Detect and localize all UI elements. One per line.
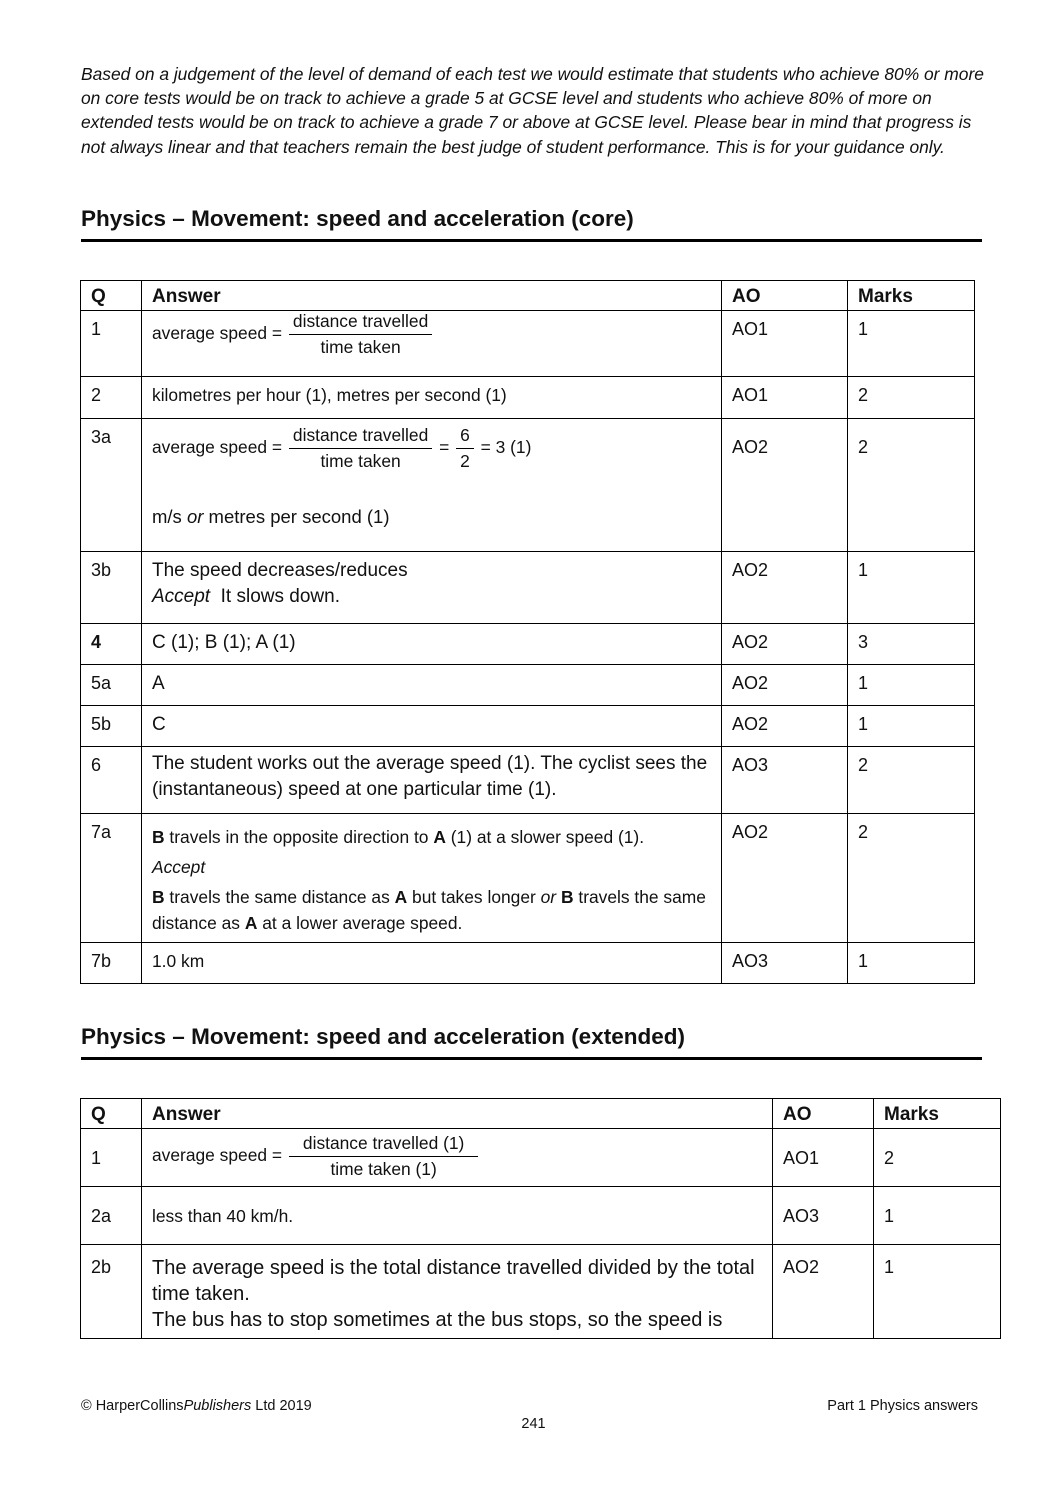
- answer-text: (1) at a slower speed (1).: [450, 827, 645, 847]
- answer-cell: kilometres per hour (1), metres per second (1): [142, 377, 722, 419]
- q-number: 7b: [81, 943, 142, 984]
- accept-label: Accept: [152, 586, 211, 607]
- table-row: [81, 311, 975, 377]
- ao-cell: AO2: [773, 1245, 874, 1339]
- table-row: [81, 747, 975, 814]
- q-number: 3a: [81, 419, 142, 552]
- q-number: 1: [81, 311, 142, 377]
- fraction-denominator: time taken: [320, 337, 401, 357]
- marks-cell: 1: [848, 706, 975, 747]
- extended-section-title: Physics – Movement: speed and acceleration (extended): [81, 1023, 982, 1060]
- answer-line: The average speed is the total distance travelled divided by the total time taken.: [152, 1257, 755, 1305]
- answer-line: The bus has to stop sometimes at the bus stops, so the speed is: [152, 1309, 723, 1331]
- table-header-row: [81, 1099, 1001, 1129]
- unit-symbol: m/s: [152, 506, 182, 527]
- header-ao: AO: [773, 1099, 874, 1129]
- ao-cell: AO3: [773, 1187, 874, 1245]
- table-row: [81, 1129, 1001, 1187]
- fraction-numerator: distance travelled (1): [289, 1133, 478, 1157]
- fraction-denominator: 2: [460, 451, 470, 471]
- marks-cell: 2: [848, 747, 975, 814]
- q-number: 3b: [81, 552, 142, 624]
- or-word: or: [540, 887, 557, 907]
- table-row: [81, 1187, 1001, 1245]
- answer-text: at a lower average speed.: [262, 913, 463, 933]
- answer-line: It slows down.: [220, 586, 340, 607]
- marks-cell: 1: [874, 1187, 1001, 1245]
- page-number: 241: [521, 1416, 546, 1432]
- fraction: [289, 425, 432, 472]
- table-row: [81, 1245, 1001, 1339]
- copyright-italic: Publishers: [183, 1398, 252, 1414]
- marks-cell: 2: [848, 814, 975, 943]
- marks-cell: 1: [848, 943, 975, 984]
- ao-cell: AO2: [722, 665, 848, 706]
- ao-cell: AO1: [722, 377, 848, 419]
- answer-cell: 1.0 km: [142, 943, 722, 984]
- q-number: 6: [81, 747, 142, 814]
- ao-cell: AO2: [722, 706, 848, 747]
- ao-cell: AO3: [722, 943, 848, 984]
- table-row: [81, 814, 975, 943]
- extended-answers-table: [80, 1098, 1001, 1339]
- bold-b: B: [152, 827, 165, 847]
- copyright-year: Ltd 2019: [255, 1398, 312, 1414]
- table-row: [81, 665, 975, 706]
- footer-section-label: Part 1 Physics answers: [827, 1398, 978, 1414]
- table-header-row: [81, 281, 975, 311]
- fraction-numerator: distance travelled: [289, 425, 432, 449]
- marks-cell: 1: [848, 665, 975, 706]
- table-row: [81, 943, 975, 984]
- bold-a: A: [433, 827, 446, 847]
- ao-cell: AO1: [722, 311, 848, 377]
- answer-cell: The student works out the average speed (1). The cyclist sees the (instantaneous) speed at one particular time (1).: [142, 747, 722, 814]
- answer-text: travels in the opposite direction to: [169, 827, 429, 847]
- formula-prefix: average speed =: [152, 1145, 283, 1166]
- fraction-denominator: time taken (1): [330, 1159, 437, 1179]
- fraction-numerator: 6: [456, 425, 474, 449]
- bold-a: A: [394, 887, 408, 907]
- answer-cell: C (1); B (1); A (1): [142, 624, 722, 665]
- formula-prefix: average speed =: [152, 323, 283, 344]
- marks-cell: 2: [848, 419, 975, 552]
- q-number: 2: [81, 377, 142, 419]
- header-q: Q: [81, 1099, 142, 1129]
- marks-cell: 2: [874, 1129, 1001, 1187]
- ao-cell: AO2: [722, 624, 848, 665]
- formula-prefix: average speed =: [152, 437, 283, 458]
- marks-cell: 2: [848, 377, 975, 419]
- answer-text: travels the same distance as: [152, 887, 706, 933]
- unit-words: metres per second (1): [208, 506, 390, 527]
- fraction: [289, 311, 432, 358]
- marks-cell: 1: [848, 552, 975, 624]
- answer-cell: [142, 1245, 773, 1339]
- answer-cell: A: [142, 665, 722, 706]
- header-marks: Marks: [848, 281, 975, 311]
- table-row: [81, 419, 975, 552]
- marks-cell: 1: [848, 311, 975, 377]
- marks-cell: 3: [848, 624, 975, 665]
- fraction-numerator: distance travelled: [289, 311, 432, 335]
- header-q: Q: [81, 281, 142, 311]
- q-number: 4: [81, 624, 142, 665]
- answer-text: but takes longer: [412, 887, 536, 907]
- answer-cell: [142, 814, 722, 943]
- ao-cell: AO2: [722, 814, 848, 943]
- or-word: or: [186, 506, 204, 527]
- q-number: 2b: [81, 1245, 142, 1339]
- q-number: 1: [81, 1129, 142, 1187]
- q-number: 2a: [81, 1187, 142, 1245]
- formula-result: = 3 (1): [480, 437, 532, 458]
- fraction-values: [456, 425, 474, 472]
- q-number: 5b: [81, 706, 142, 747]
- core-answers-table: [80, 280, 975, 984]
- header-answer: Answer: [142, 1099, 773, 1129]
- table-row: [81, 552, 975, 624]
- ao-cell: AO3: [722, 747, 848, 814]
- table-row: [81, 624, 975, 665]
- answer-cell: [142, 1129, 773, 1187]
- intro-paragraph: Based on a judgement of the level of demand of each test we would estimate that students who achieve 80% or more on core tests would be on track to achieve a grade 5 at GCSE level and students who achieve 80% of more on extended tests would be on track to achieve a grade 7 or above at GCSE level. Please bear in mind that progress is not always linear and that teachers remain the best judge of student performance. This is for your guidance only.: [81, 64, 984, 157]
- answer-cell: C: [142, 706, 722, 747]
- accept-label: Accept: [152, 857, 206, 877]
- bold-a: A: [244, 913, 258, 933]
- answer-cell: less than 40 km/h.: [142, 1187, 773, 1245]
- ao-cell: AO1: [773, 1129, 874, 1187]
- answer-cell: [142, 311, 722, 377]
- answer-text: travels the same distance as: [169, 887, 390, 907]
- header-marks: Marks: [874, 1099, 1001, 1129]
- answer-cell: [142, 419, 722, 552]
- marks-cell: 1: [874, 1245, 1001, 1339]
- bold-b: B: [152, 887, 165, 907]
- ao-cell: AO2: [722, 419, 848, 552]
- core-section-title: Physics – Movement: speed and acceleration (core): [81, 205, 982, 242]
- q-number: 7a: [81, 814, 142, 943]
- answer-cell: [142, 552, 722, 624]
- fraction: [289, 1133, 478, 1180]
- table-row: [81, 706, 975, 747]
- copyright-text: © HarperCollins: [81, 1398, 184, 1414]
- table-row: [81, 377, 975, 419]
- header-ao: AO: [722, 281, 848, 311]
- header-answer: Answer: [142, 281, 722, 311]
- equals-sign: =: [439, 437, 450, 458]
- answer-line: The speed decreases/reduces: [152, 560, 408, 581]
- fraction-denominator: time taken: [320, 451, 401, 471]
- bold-b: B: [560, 887, 574, 907]
- ao-cell: AO2: [722, 552, 848, 624]
- copyright-notice: [81, 1398, 312, 1414]
- q-number: 5a: [81, 665, 142, 706]
